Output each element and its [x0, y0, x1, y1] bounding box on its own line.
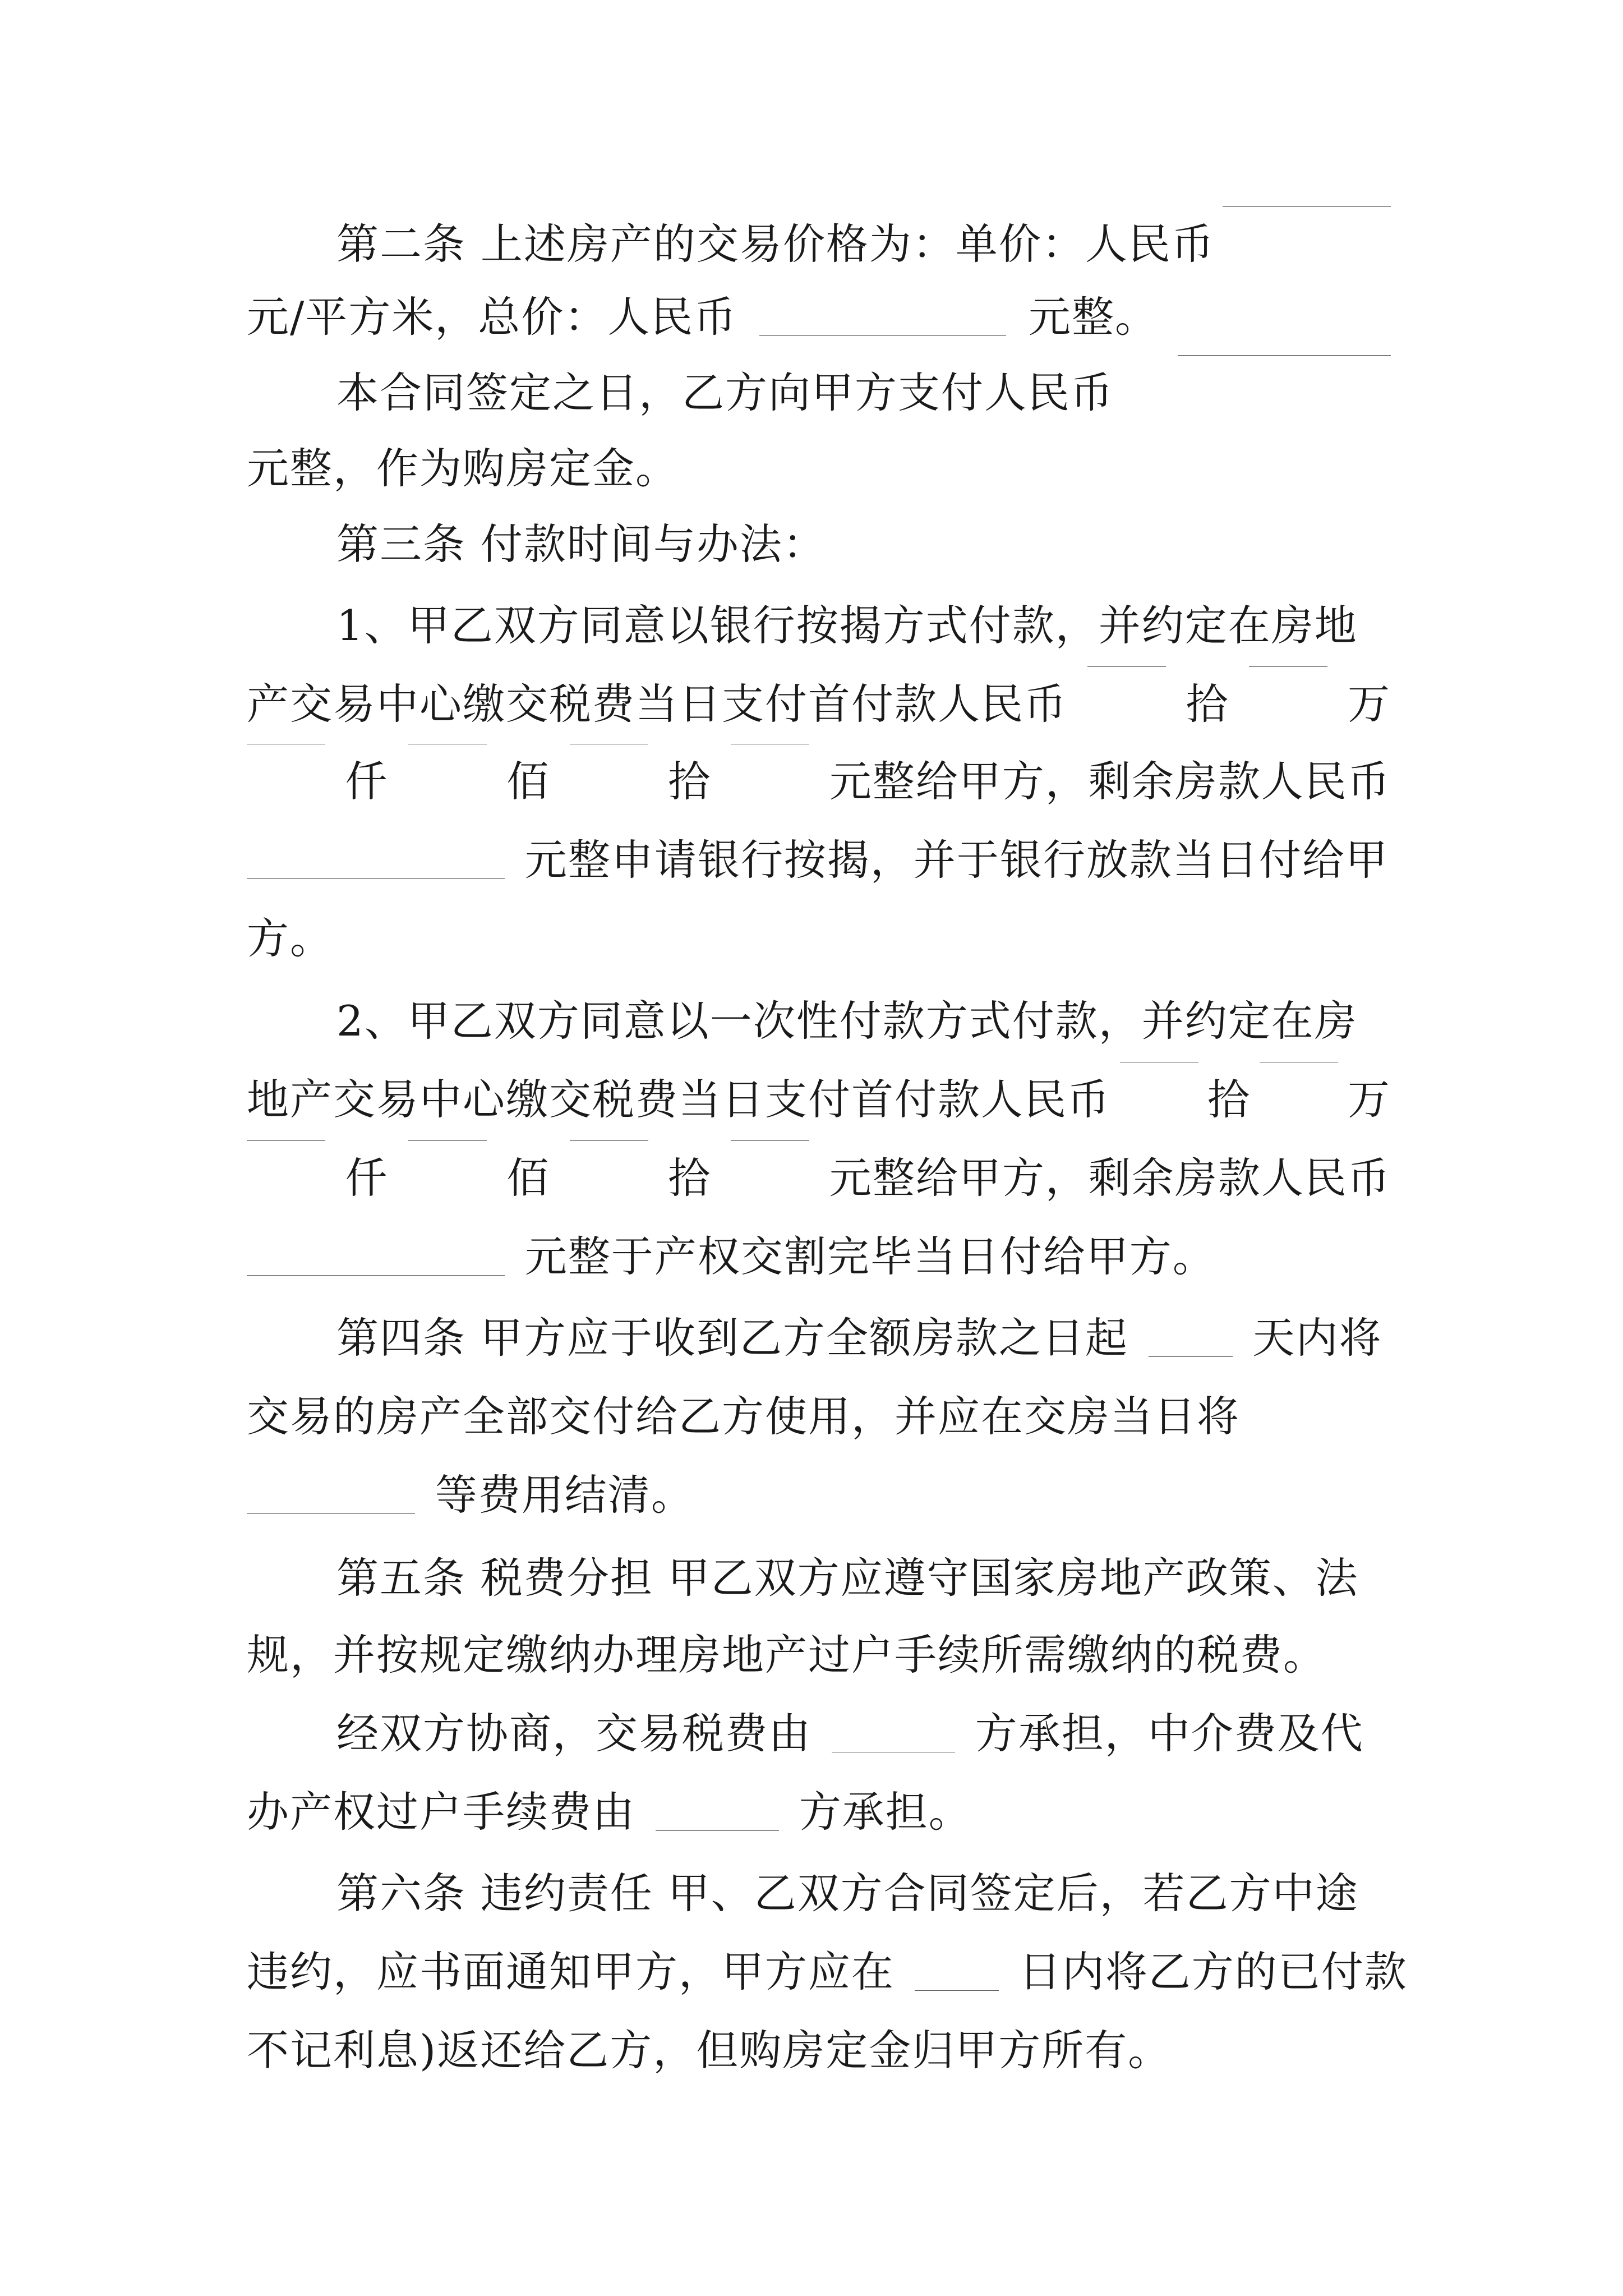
article-3-title	[336, 502, 1391, 586]
article-4-fees-text: 等费用结清。	[435, 1470, 694, 1520]
clause-2-transfer-text: 元整于产权交割完毕当日付给甲方。	[524, 1232, 1216, 1281]
clause-2-blank-yuan[interactable]	[731, 1140, 809, 1141]
clause-2-downpayment-text: 地产交易中心缴交税费当日支付首付款人民币	[247, 1075, 1111, 1124]
unit-shi-2: 拾	[668, 757, 712, 806]
clause-1-line-4	[247, 818, 1391, 902]
agency-fee-suffix: 方承担。	[799, 1787, 972, 1837]
total-price-blank[interactable]	[759, 335, 1006, 336]
deposit-line-2	[247, 426, 1391, 510]
handover-days-blank[interactable]	[1149, 1356, 1233, 1357]
article-3-heading: 第三条 付款时间与办法：	[336, 519, 826, 569]
total-price-label: 元/平方米，总价：人民币	[247, 292, 737, 342]
agency-fee-bearer-blank[interactable]	[656, 1830, 779, 1831]
clause-2-line-4	[247, 1214, 1391, 1299]
unit-bai-2: 佰	[506, 1153, 550, 1203]
clause-2-remaining-amount-blank[interactable]	[247, 1275, 505, 1276]
clause-2-text: 2、甲乙双方同意以一次性付款方式付款，并约定在房	[336, 996, 1358, 1046]
article-2-line-1	[336, 202, 1391, 286]
unit-wan-2: 万	[1347, 1075, 1391, 1124]
deposit-line-1	[336, 351, 1391, 435]
clause-1-end: 方。	[247, 914, 334, 963]
clause-1-line-5	[247, 896, 1391, 981]
clause-2-blank-hundred[interactable]	[408, 1140, 487, 1141]
article-4-days-suffix: 天内将	[1252, 1313, 1382, 1363]
unit-shi-4: 拾	[668, 1153, 712, 1203]
article-6-refund-text: 日内将乙方的已付款	[1018, 1947, 1408, 1996]
unit-shi: 拾	[1186, 679, 1229, 729]
clause-1-line-2	[247, 662, 1391, 746]
clause-1-mortgage-text: 元整申请银行按揭，并于银行放款当日付给甲	[524, 835, 1389, 885]
clause-2-line-3	[247, 1136, 1391, 1220]
clause-1-line-1	[336, 583, 1391, 668]
fees-blank[interactable]	[247, 1513, 415, 1514]
article-5-line-3	[336, 1691, 1391, 1775]
article-2-price-text: 第二条 上述房产的交易价格为：单价：人民币	[336, 219, 1215, 269]
article-4-line-1	[336, 1296, 1391, 1380]
unit-wan: 万	[1347, 679, 1391, 729]
article-6-notice-text: 违约，应书面通知甲方，甲方应在	[247, 1947, 895, 1996]
article-5-line-4	[247, 1770, 1391, 1854]
unit-qian: 仟	[345, 757, 389, 806]
tax-bearer-suffix: 方承担，中介费及代	[975, 1709, 1364, 1758]
tax-bearer-label: 经双方协商，交易税费由	[336, 1709, 812, 1758]
article-4-text: 第四条 甲方应于收到乙方全额房款之日起	[336, 1313, 1128, 1363]
clause-1-remaining-amount-blank[interactable]	[247, 878, 505, 879]
unit-shi-3: 拾	[1207, 1075, 1251, 1124]
unit-qian-2: 仟	[345, 1153, 389, 1203]
agency-fee-label: 办产权过户手续费由	[247, 1787, 636, 1837]
clause-2-line-1	[336, 979, 1391, 1063]
article-4-line-2	[247, 1374, 1391, 1458]
article-6-deposit-text: 不记利息)返还给乙方，但购房定金归甲方所有。	[247, 2026, 1172, 2075]
deposit-suffix: 元整，作为购房定金。	[247, 444, 679, 493]
clause-2-blank-thousand[interactable]	[247, 1140, 325, 1141]
article-5-line-2	[247, 1613, 1391, 1697]
clause-1-remaining-text: 元整给甲方，剩余房款人民币	[829, 757, 1391, 806]
unit-price-blank[interactable]	[1223, 206, 1391, 207]
clause-2-remaining-text: 元整给甲方，剩余房款人民币	[829, 1153, 1391, 1203]
clause-1-text: 1、甲乙双方同意以银行按揭方式付款，并约定在房地	[336, 601, 1358, 650]
clause-1-blank-ten-thousand[interactable]	[1249, 666, 1327, 667]
clause-2-line-2	[247, 1057, 1391, 1142]
refund-days-blank[interactable]	[915, 1990, 999, 1991]
deposit-amount-blank[interactable]	[1178, 355, 1391, 356]
article-5-text: 第五条 税费分担 甲乙双方应遵守国家房地产政策、法	[336, 1553, 1359, 1603]
article-4-line-3	[247, 1453, 1391, 1537]
article-6-line-3	[247, 2008, 1391, 2092]
clause-1-line-3	[247, 739, 1391, 823]
deposit-text: 本合同签定之日，乙方向甲方支付人民币	[336, 368, 1114, 417]
article-5-tax-text: 规，并按规定缴纳办理房地产过户手续所需缴纳的税费。	[247, 1630, 1327, 1680]
article-2-line-2	[247, 275, 1391, 359]
clause-1-downpayment-text: 产交易中心缴交税费当日支付首付款人民币	[247, 679, 1068, 729]
article-5-line-1	[336, 1536, 1391, 1620]
article-4-handover-text: 交易的房产全部交付给乙方使用，并应在交房当日将	[247, 1392, 1241, 1441]
article-6-text: 第六条 违约责任 甲、乙双方合同签定后，若乙方中途	[336, 1869, 1359, 1918]
clause-2-blank-ten[interactable]	[570, 1140, 648, 1141]
article-6-line-1	[336, 1851, 1391, 1935]
total-price-suffix: 元整。	[1028, 292, 1158, 342]
article-6-line-2	[247, 1930, 1408, 2014]
unit-bai: 佰	[506, 757, 550, 806]
clause-1-blank-ten-thousand-tens[interactable]	[1087, 666, 1166, 667]
